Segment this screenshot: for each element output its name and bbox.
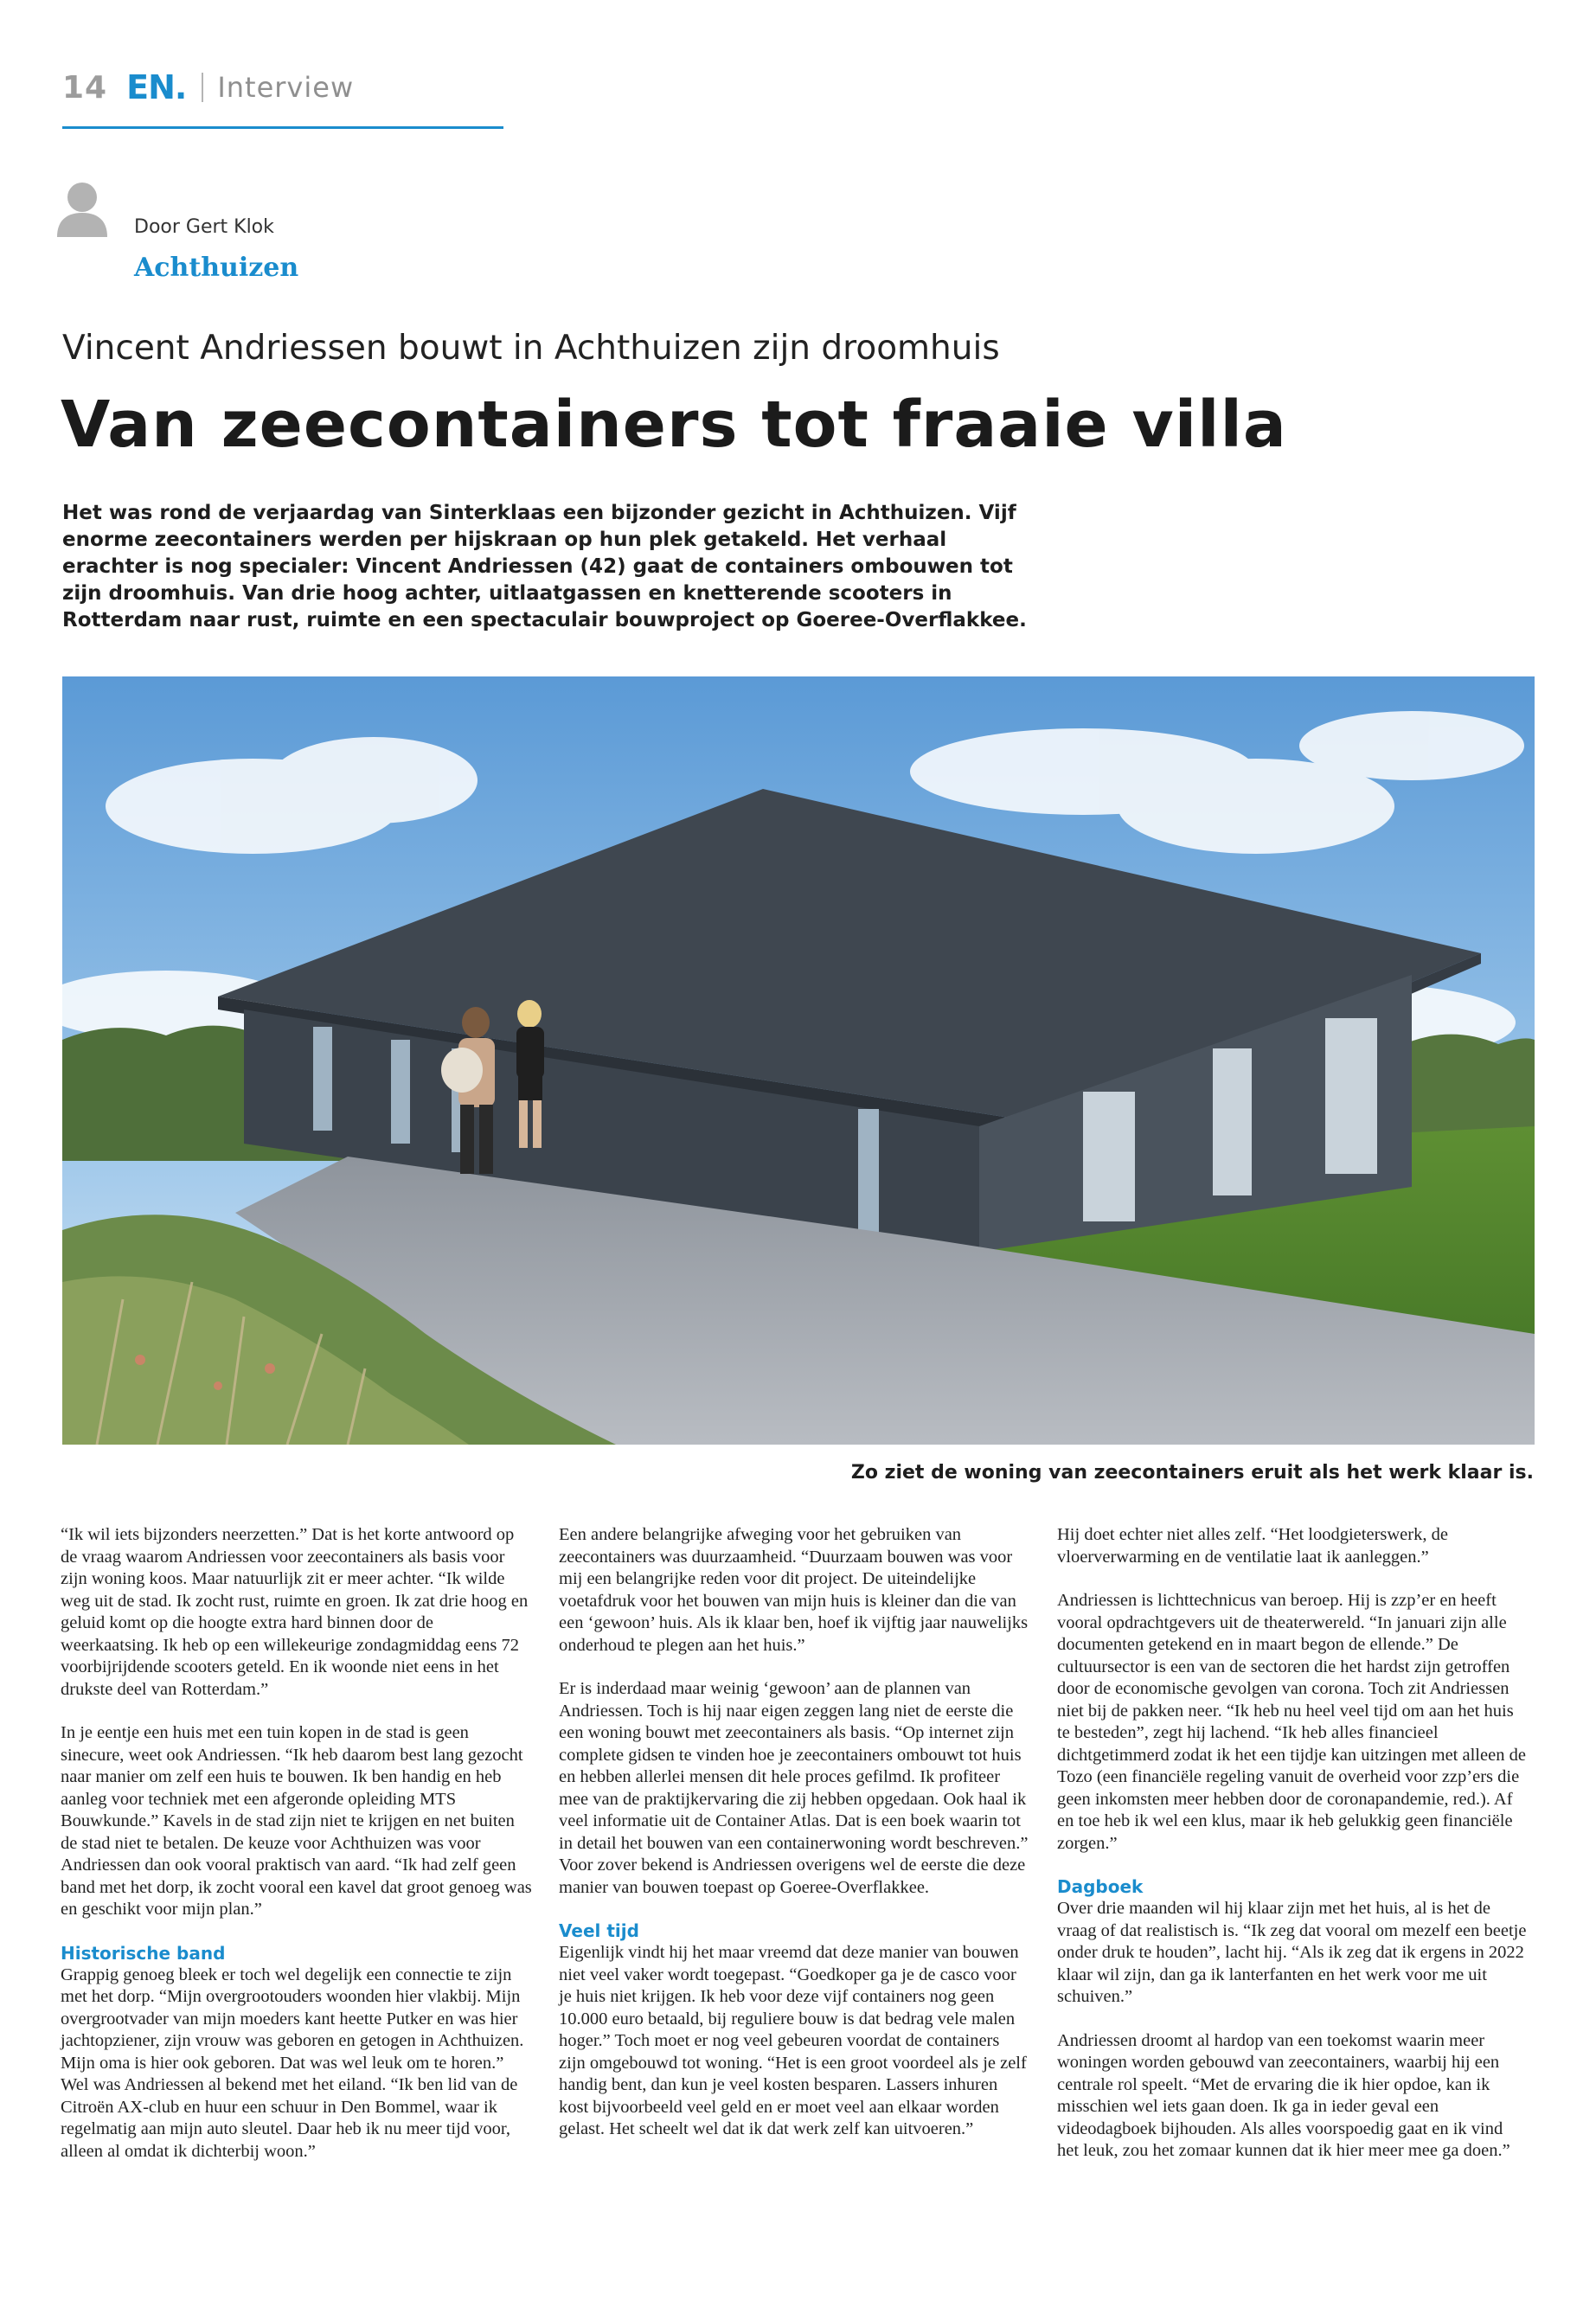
page-number: 14	[62, 69, 108, 106]
paragraph: Er is inderdaad maar weinig ‘gewoon’ aan de plannen van Andriessen. Toch is hij naar eigen zeggen lang niet de eerste die een woning bouwt met zeecontainers als basis. “Op internet zijn complete gidsen te vinden hoe je zeecontainers ombouwt tot huis en hebben allerlei mensen dit hele proces gefilmd. Ik profiteer mee van de praktijkervaring die zij hebben opgedaan. Ook haal ik veel informatie uit de Container Atlas. Dat is een boek waarin tot in detail het bouwen van een containerwoning wordt beschreven.” Voor zover bekend is Andriessen overigens wel de eerste die deze manier van bouwen toepast op Goeree-Overflakkee.	[559, 1679, 1029, 1897]
section-heading: Veel tijd	[559, 1920, 639, 1941]
paragraph: Andriessen droomt al hardop van een toekomst waarin meer woningen worden gebouwd van zeecontainers, waarbij hij een centrale rol speelt. “Met de ervaring die ik hier opdoe, kan ik misschien wel iets gaan doen. Ik ga in ieder geval een videodagboek bijhouden. Als alles voorspoedig gaat en ik vind het leuk, zou het zomaar kunnen dat ik hier meer mee ga doen.”	[1057, 2030, 1510, 2160]
header-rule	[62, 126, 503, 129]
paragraph: Over drie maanden wil hij klaar zijn met het huis, al is het de vraag of dat realistisch is. “Ik zeg dat vooral om mezelf een beetje onder druk te houden”, lacht hij. “Als ik zeg dat ik ergens in 2022 klaar wil zijn, dan ga ik lanterfanten en het werk voor me uit schuiven.”	[1057, 1899, 1527, 2006]
paragraph: Eigenlijk vindt hij het maar vreemd dat deze manier van bouwen niet veel vaker wordt toegepast. “Goedkoper ga je de casco voor je huis niet krijgen. Ik heb voor deze vijf containers nog geen 10.000 euro betaald, bij reguliere bouw is dat bedrag vele malen hoger.” Toch moet er nog veel gebeuren voordat de containers zijn omgebouwd tot woning. “Het is een groot voordeel als je zelf handig bent, dan kun je veel kosten besparen. Lassers inhuren kost bijvoorbeeld veel geld en er moet veel aan elkaar worden gelast. Het scheelt wel dat ik dat werk zelf kan uitvoeren.”	[559, 1943, 1027, 2138]
paragraph: In je eentje een huis met een tuin kopen in de stad is geen sinecure, weet ook Andriessen. “Ik heb daarom best lang gezocht naar manier om zelf een huis te bouwen. Ik ben handig en heb aanleg voor techniek met een afgeronde opleiding MTS Bouwkunde.” Kavels in de stad zijn niet te krijgen en net buiten de stad niet te betalen. De keuze voor Achthuizen was voor Andriessen dan ook vooral praktisch van aard. “Ik had zelf geen band met het dorp, ik zocht vooral een kavel dat groot genoeg was en geschikt voor mijn plan.”	[61, 1723, 532, 1919]
paragraph: Andriessen is lichttechnicus van beroep. Hij is zzp’er en heeft vooral opdrachtgevers uit de theaterwereld. “In januari zijn alle documenten getekend en in maart begon de ellende.” De cultuursector is een van de sectoren die het hardst zijn getroffen door de economische gevolgen van corona. Toch zit Andriessen niet bij de pakken neer. “Ik heb nu heel veel tijd om aan het huis te besteden”, zegt hij lachend. “Ik heb alles financieel dichtgetimmerd zodat ik het een tijdje kan uitzingen met alleen de Tozo (een financiële regeling vanuit de overheid voor zzp’ers die geen inkomsten meer hebben door de coronapandemie, red.). Af en toe heb ik wel een klus, maar ik heb gelukkig geen financiële zorgen.”	[1057, 1591, 1526, 1853]
paragraph: Hij doet echter niet alles zelf. “Het loodgieterswerk, de vloerverwarming en de ventilatie laat ik aanleggen.”	[1057, 1525, 1448, 1567]
section-heading: Historische band	[61, 1942, 226, 1964]
paragraph: Grappig genoeg bleek er toch wel degelijk een connectie te zijn met het dorp. “Mijn overgrootouders woonden hier vlakbij. Mijn overgrootvader van mijn moeders kant heette Putker en was hier jachtopziener, zijn vrouw was geboren en getogen in Achthuizen. Mijn oma is hier ook geboren. Dat was wel leuk om te horen.” Wel was Andriessen al bekend met het eiland. “Ik ben lid van de Citroën AX-club en huur een schuur in Den Bommel, waar ik regelmatig aan mijn auto sleutel. Daar heb ik nu meer tijd voor, alleen al omdat ik dichterbij woon.”	[61, 1965, 524, 2161]
photo-caption: Zo ziet de woning van zeecontainers eruit als het werk klaar is.	[850, 1462, 1534, 1484]
section-label: Interview	[217, 71, 355, 104]
article-column-2	[559, 1524, 1030, 2163]
article-headline: Van zeecontainers tot fraaie villa	[61, 388, 1287, 462]
dateline-location: Achthuizen	[134, 253, 299, 283]
publication-logo: EN.	[126, 68, 187, 106]
paragraph: Een andere belangrijke afweging voor het gebruiken van zeecontainers was duurzaamheid. “Duurzaam bouwen was voor mij een belangrijke reden voor dit project. De uiteindelijke voetafdruk voor het bouwen van mijn huis is kleiner dan die van een ‘gewoon’ huis. Als ik klaar ben, hoef ik vijftig jaar nauwelijks onderhoud te plegen aan het huis.”	[559, 1525, 1029, 1655]
article-intro: Het was rond de verjaardag van Sinterklaas een bijzonder gezicht in Achthuizen. Vijf enorme zeecontainers werden per hijskraan op hun plek getakeld. Het verhaal erachter is nog specialer: Vincent Andriessen (42) gaat de containers ombouwen tot zijn droomhuis. Van drie hoog achter, uitlaatgassen en knetterende scooters in Rotterdam naar rust, ruimte en een spectaculair bouwproject op Goeree-Overflakkee.	[62, 502, 1027, 631]
section-heading: Dagboek	[1057, 1876, 1144, 1897]
author-avatar-icon	[55, 180, 109, 237]
article-column-3	[1057, 1524, 1529, 2184]
house-rendering-photo	[62, 676, 1535, 1445]
article-column-1	[61, 1524, 532, 2184]
page-header	[62, 66, 354, 109]
article-subheadline: Vincent Andriessen bouwt in Achthuizen zijn droomhuis	[62, 329, 1000, 368]
header-divider	[202, 73, 203, 102]
paragraph: “Ik wil iets bijzonders neerzetten.” Dat is het korte antwoord op de vraag waarom Andriessen voor zeecontainers als basis voor zijn woning koos. Maar natuurlijk zit er meer achter. “Ik wilde weg uit de stad. Ik zocht rust, ruimte en groen. Ik zat drie hoog en geluid komt op die hoogte extra hard binnen door de weerkaatsing. Ik heb op een willekeurige zondagmiddag eens 72 voorbijrijdende scooters geteld. En ik woonde niet eens in het drukste deel van Rotterdam.”	[61, 1525, 529, 1699]
author-byline: Door Gert Klok	[134, 216, 274, 238]
